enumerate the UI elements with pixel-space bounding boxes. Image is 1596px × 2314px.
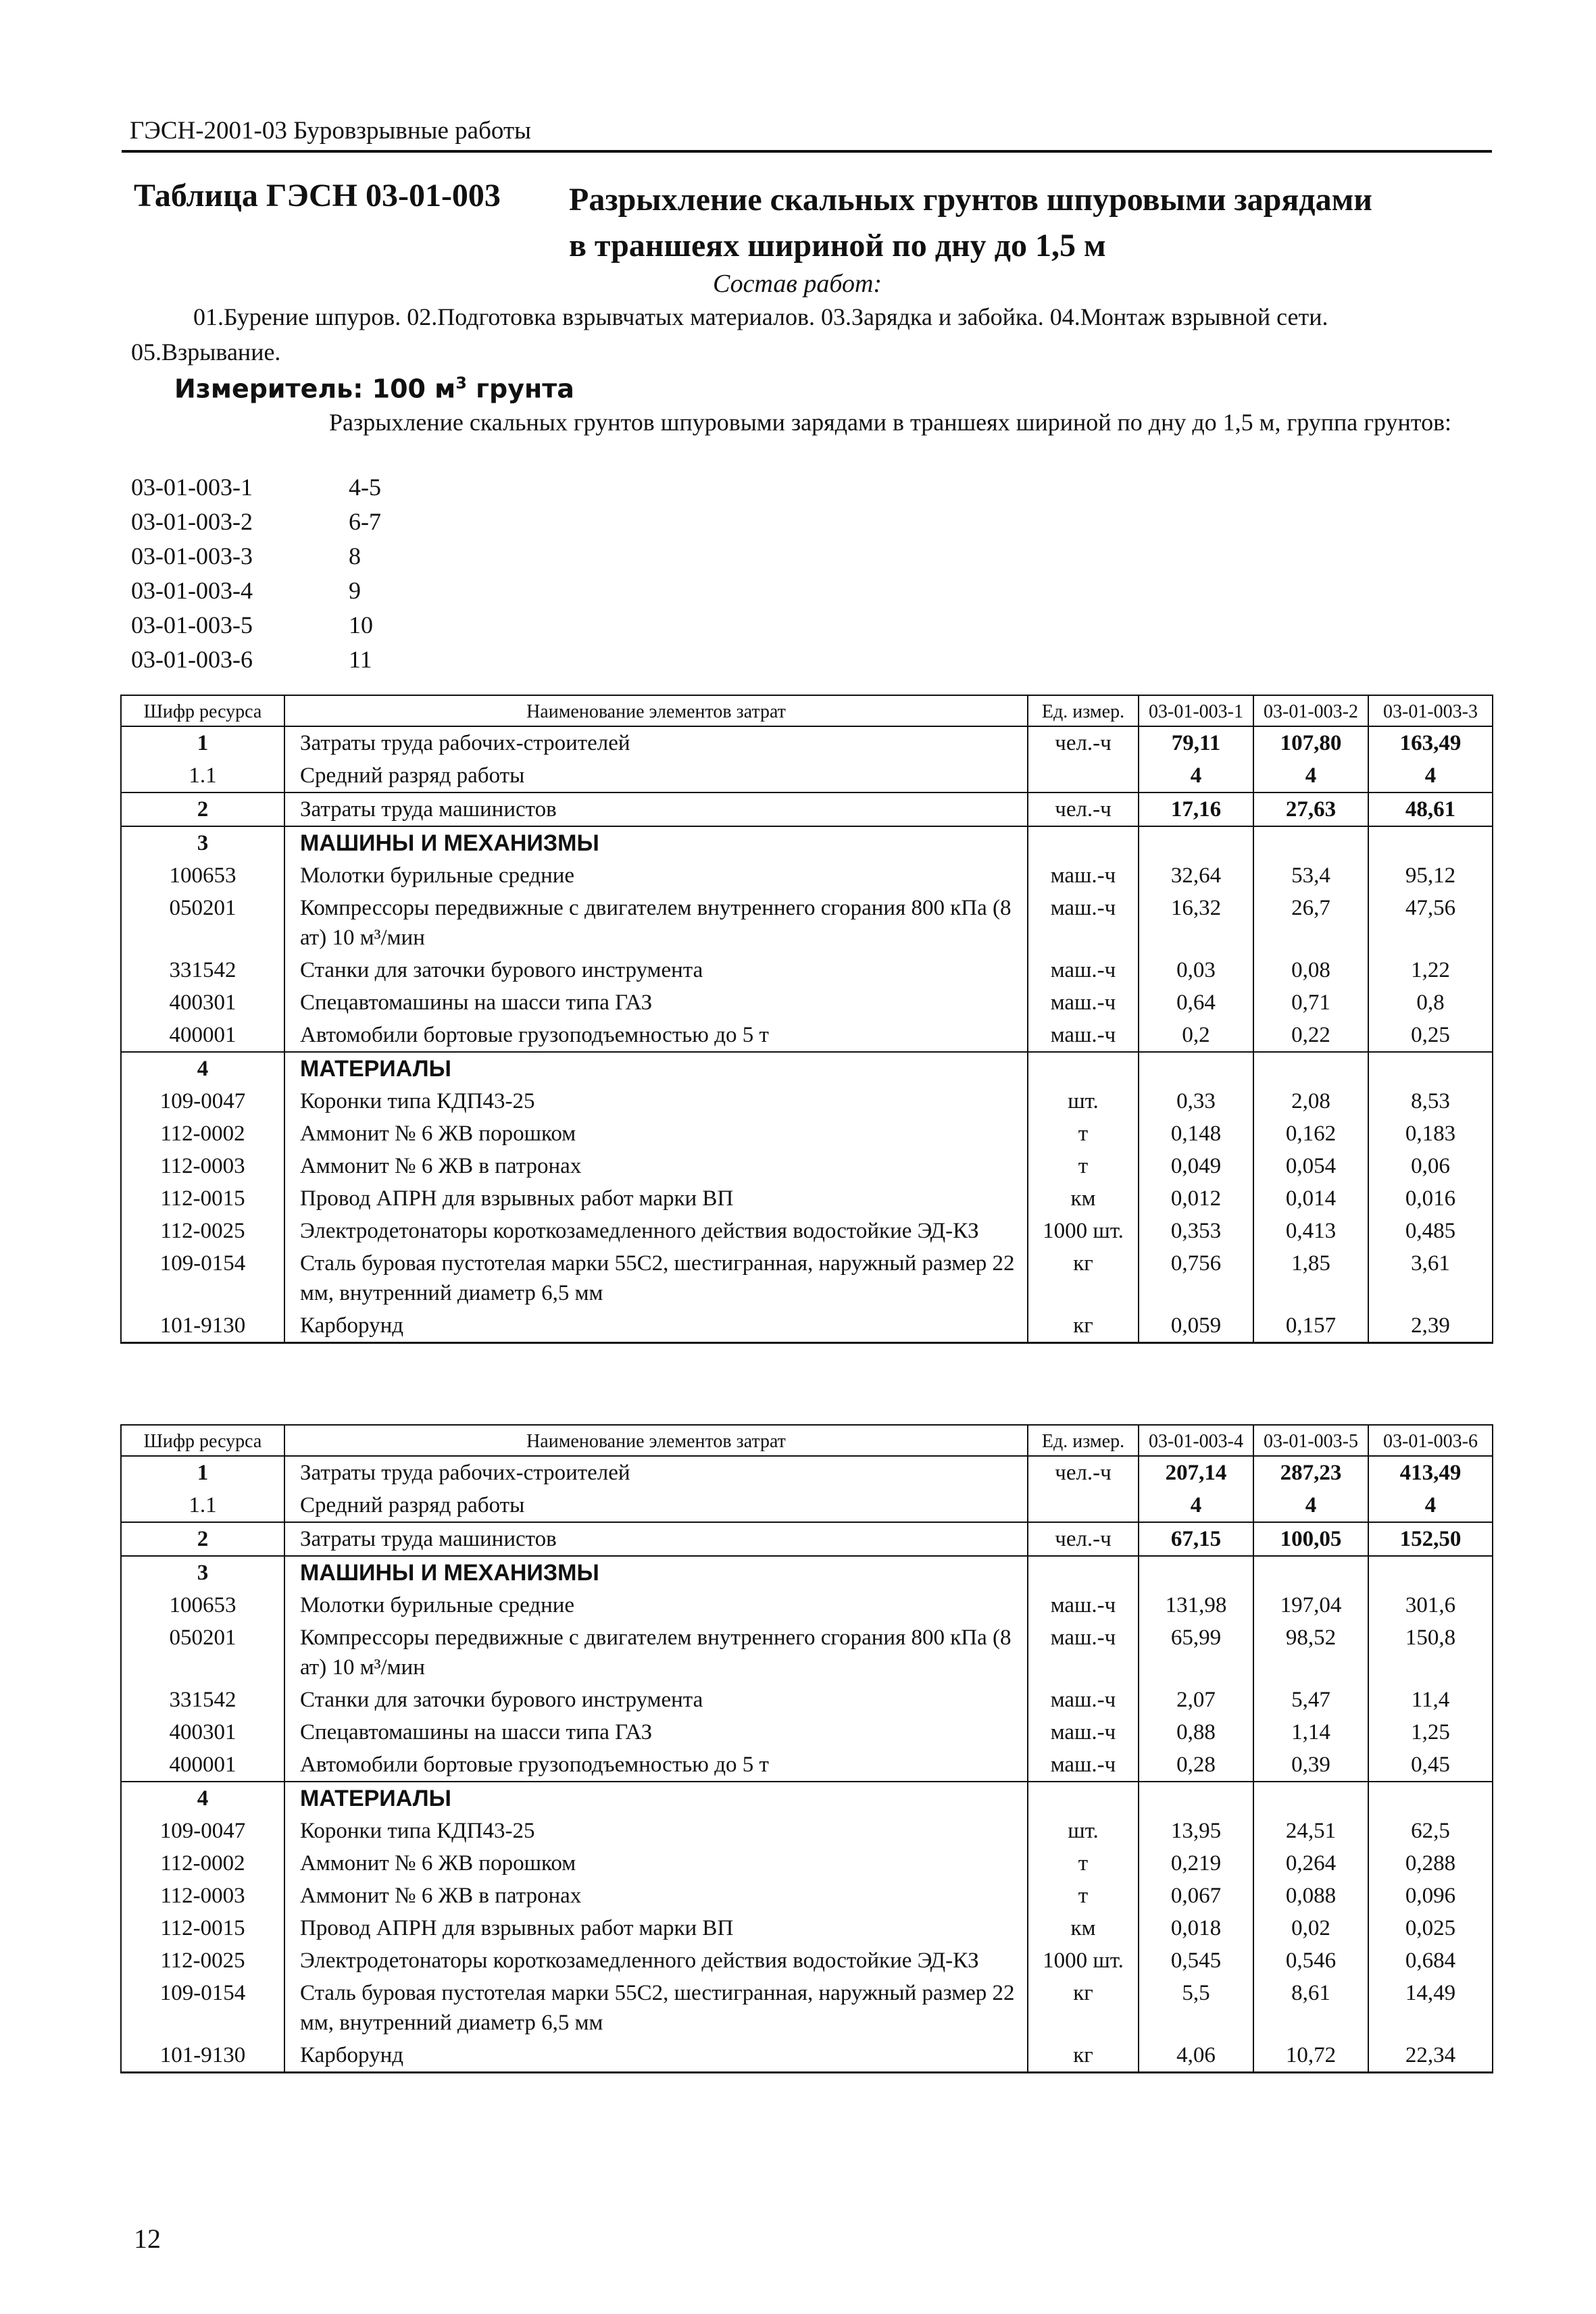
norm-value: 1,22 — [1368, 954, 1493, 986]
table-row — [121, 1556, 1493, 1589]
resource-code: 100653 — [121, 1589, 284, 1621]
resource-table-2 — [120, 1424, 1493, 2073]
unit-of-measure — [1028, 826, 1139, 859]
norm-value: 4 — [1368, 759, 1493, 793]
header-norm-column: 03-01-003-1 — [1139, 695, 1253, 726]
norm-value — [1368, 1052, 1493, 1085]
unit-of-measure — [1028, 1489, 1139, 1522]
table-row — [121, 1309, 1493, 1343]
resource-code: 400301 — [121, 1716, 284, 1749]
cost-element-name: МАШИНЫ И МЕХАНИЗМЫ — [284, 1556, 1028, 1589]
norm-value: 197,04 — [1253, 1589, 1368, 1621]
soil-group: 11 — [349, 646, 372, 673]
unit-of-measure: 1000 шт. — [1028, 1215, 1139, 1247]
cost-element-name: Средний разряд работы — [284, 759, 1028, 793]
soil-group: 4-5 — [349, 474, 381, 501]
norm-code: 03-01-003-5 — [131, 611, 253, 638]
cost-element-name: Аммонит № 6 ЖВ порошком — [284, 1847, 1028, 1880]
norm-value: 301,6 — [1368, 1589, 1493, 1621]
norm-value — [1139, 1052, 1253, 1085]
measurer-suffix: грунта — [466, 374, 574, 404]
norm-value: 0,288 — [1368, 1847, 1493, 1880]
norm-value: 0,059 — [1139, 1309, 1253, 1343]
unit-of-measure: маш.-ч — [1028, 1684, 1139, 1716]
table-row — [121, 759, 1493, 793]
resource-code: 331542 — [121, 1684, 284, 1716]
resource-code: 112-0003 — [121, 1880, 284, 1912]
unit-of-measure: 1000 шт. — [1028, 1944, 1139, 1977]
norm-value: 0,067 — [1139, 1880, 1253, 1912]
unit-of-measure: маш.-ч — [1028, 1019, 1139, 1052]
table-row — [121, 1117, 1493, 1150]
table-row — [121, 1684, 1493, 1716]
norm-value: 4,06 — [1139, 2039, 1253, 2073]
norm-value: 100,05 — [1253, 1522, 1368, 1556]
norm-value: 0,33 — [1139, 1085, 1253, 1117]
resource-code: 1 — [121, 1456, 284, 1489]
norm-value: 0,28 — [1139, 1749, 1253, 1782]
cost-element-name: Станки для заточки бурового инструмента — [284, 954, 1028, 986]
table-row — [121, 826, 1493, 859]
norm-value: 24,51 — [1253, 1815, 1368, 1847]
norm-code: 03-01-003-6 — [131, 646, 253, 673]
norm-value: 0,8 — [1368, 986, 1493, 1019]
norm-value: 47,56 — [1368, 892, 1493, 954]
unit-of-measure: кг — [1028, 1977, 1139, 2039]
code-list-item — [131, 643, 381, 677]
norm-value: 0,2 — [1139, 1019, 1253, 1052]
resource-code: 400301 — [121, 986, 284, 1019]
norm-value — [1253, 1556, 1368, 1589]
norm-value: 4 — [1139, 759, 1253, 793]
resource-code: 1 — [121, 726, 284, 759]
norm-value: 0,71 — [1253, 986, 1368, 1019]
table-row — [121, 1489, 1493, 1522]
norm-value: 5,47 — [1253, 1684, 1368, 1716]
norm-value: 163,49 — [1368, 726, 1493, 759]
norm-value: 8,53 — [1368, 1085, 1493, 1117]
resource-code: 101-9130 — [121, 2039, 284, 2073]
header-resource-code: Шифр ресурса — [121, 695, 284, 726]
norm-value: 4 — [1139, 1489, 1253, 1522]
resource-code: 112-0025 — [121, 1944, 284, 1977]
resource-code: 331542 — [121, 954, 284, 986]
resource-code: 112-0002 — [121, 1117, 284, 1150]
cost-element-name: Коронки типа КДП43-25 — [284, 1815, 1028, 1847]
cost-element-name: Электродетонаторы короткозамедленного действия водостойкие ЭД-КЗ — [284, 1215, 1028, 1247]
cost-element-name: Провод АПРН для взрывных работ марки ВП — [284, 1182, 1028, 1215]
norm-value: 0,06 — [1368, 1150, 1493, 1182]
cost-element-name: Компрессоры передвижные с двигателем внутреннего сгорания 800 кПа (8 ат) 10 м³/мин — [284, 1621, 1028, 1684]
resource-code: 050201 — [121, 1621, 284, 1684]
norm-value: 32,64 — [1139, 859, 1253, 892]
norm-value: 107,80 — [1253, 726, 1368, 759]
cost-element-name: Аммонит № 6 ЖВ в патронах — [284, 1880, 1028, 1912]
norm-value — [1139, 1782, 1253, 1815]
norm-value: 0,03 — [1139, 954, 1253, 986]
norm-value: 11,4 — [1368, 1684, 1493, 1716]
norm-value: 287,23 — [1253, 1456, 1368, 1489]
unit-of-measure: т — [1028, 1880, 1139, 1912]
unit-of-measure: кг — [1028, 1309, 1139, 1343]
norm-value: 98,52 — [1253, 1621, 1368, 1684]
table-row — [121, 1912, 1493, 1944]
header-rule — [122, 150, 1492, 153]
norm-value: 0,096 — [1368, 1880, 1493, 1912]
norm-value: 0,39 — [1253, 1749, 1368, 1782]
norm-value: 0,183 — [1368, 1117, 1493, 1150]
unit-of-measure — [1028, 1556, 1139, 1589]
norm-code: 03-01-003-4 — [131, 577, 253, 604]
resource-code: 109-0047 — [121, 1085, 284, 1117]
header-norm-column: 03-01-003-4 — [1139, 1425, 1253, 1456]
table-row — [121, 1019, 1493, 1052]
resource-code: 101-9130 — [121, 1309, 284, 1343]
code-list-item — [131, 539, 381, 574]
unit-of-measure: чел.-ч — [1028, 726, 1139, 759]
resource-code: 1.1 — [121, 1489, 284, 1522]
norm-value — [1368, 1782, 1493, 1815]
unit-of-measure — [1028, 759, 1139, 793]
norm-value: 95,12 — [1368, 859, 1493, 892]
code-list-item — [131, 574, 381, 608]
norm-value: 8,61 — [1253, 1977, 1368, 2039]
resource-code: 2 — [121, 793, 284, 826]
table-title-line-1: Разрыхление скальных грунтов шпуровыми зарядами — [569, 182, 1372, 218]
work-composition-line-1: 01.Бурение шпуров. 02.Подготовка взрывчатых материалов. 03.Зарядка и забойка. 04.Монтаж взрывной сети. — [193, 303, 1328, 330]
table-header-row — [121, 695, 1493, 726]
table-row — [121, 859, 1493, 892]
norm-value: 79,11 — [1139, 726, 1253, 759]
norm-value: 0,148 — [1139, 1117, 1253, 1150]
table-row — [121, 1621, 1493, 1684]
header-resource-code: Шифр ресурса — [121, 1425, 284, 1456]
cost-element-name: Спецавтомашины на шасси типа ГАЗ — [284, 1716, 1028, 1749]
norm-value: 207,14 — [1139, 1456, 1253, 1489]
norm-value: 152,50 — [1368, 1522, 1493, 1556]
norm-value: 4 — [1253, 1489, 1368, 1522]
norm-value: 0,353 — [1139, 1215, 1253, 1247]
cost-element-name: Затраты труда рабочих-строителей — [284, 1456, 1028, 1489]
cost-element-name: Средний разряд работы — [284, 1489, 1028, 1522]
norm-value: 17,16 — [1139, 793, 1253, 826]
measurer — [174, 374, 574, 404]
unit-of-measure: маш.-ч — [1028, 1749, 1139, 1782]
header-norm-column: 03-01-003-2 — [1253, 695, 1368, 726]
header-norm-column: 03-01-003-5 — [1253, 1425, 1368, 1456]
norm-value: 0,22 — [1253, 1019, 1368, 1052]
norm-value: 0,02 — [1253, 1912, 1368, 1944]
norm-value: 0,012 — [1139, 1182, 1253, 1215]
norm-value: 26,7 — [1253, 892, 1368, 954]
norm-value: 150,8 — [1368, 1621, 1493, 1684]
table-row — [121, 1150, 1493, 1182]
unit-of-measure: маш.-ч — [1028, 1589, 1139, 1621]
unit-of-measure: маш.-ч — [1028, 954, 1139, 986]
unit-of-measure: чел.-ч — [1028, 1456, 1139, 1489]
norm-value: 62,5 — [1368, 1815, 1493, 1847]
unit-of-measure: шт. — [1028, 1815, 1139, 1847]
resource-code: 050201 — [121, 892, 284, 954]
resource-code: 3 — [121, 1556, 284, 1589]
table-row — [121, 954, 1493, 986]
resource-code: 3 — [121, 826, 284, 859]
table-row — [121, 1215, 1493, 1247]
header-unit: Ед. измер. — [1028, 1425, 1139, 1456]
cost-element-name: Сталь буровая пустотелая марки 55С2, шестигранная, наружный размер 22 мм, внутренний диаметр 6,5 мм — [284, 1247, 1028, 1309]
table-row — [121, 1749, 1493, 1782]
norm-value: 0,054 — [1253, 1150, 1368, 1182]
table-row — [121, 726, 1493, 759]
unit-of-measure — [1028, 1052, 1139, 1085]
resource-code: 109-0047 — [121, 1815, 284, 1847]
norm-value: 0,413 — [1253, 1215, 1368, 1247]
cost-element-name: Молотки бурильные средние — [284, 859, 1028, 892]
norm-value: 0,014 — [1253, 1182, 1368, 1215]
norm-value: 0,08 — [1253, 954, 1368, 986]
cost-element-name: Затраты труда машинистов — [284, 1522, 1028, 1556]
running-head: ГЭСН-2001-03 Буровзрывные работы — [130, 117, 531, 145]
norm-value: 1,25 — [1368, 1716, 1493, 1749]
measurer-exponent: 3 — [455, 374, 467, 393]
norm-value: 0,018 — [1139, 1912, 1253, 1944]
cost-element-name: Спецавтомашины на шасси типа ГАЗ — [284, 986, 1028, 1019]
norm-value: 2,08 — [1253, 1085, 1368, 1117]
unit-of-measure: чел.-ч — [1028, 1522, 1139, 1556]
cost-element-name: Аммонит № 6 ЖВ порошком — [284, 1117, 1028, 1150]
table-row — [121, 1522, 1493, 1556]
cost-element-name: МАТЕРИАЛЫ — [284, 1052, 1028, 1085]
table-row — [121, 1782, 1493, 1815]
cost-element-name: Провод АПРН для взрывных работ марки ВП — [284, 1912, 1028, 1944]
code-list-item — [131, 608, 381, 643]
norm-value: 0,049 — [1139, 1150, 1253, 1182]
code-list-item — [131, 505, 381, 539]
norm-value: 10,72 — [1253, 2039, 1368, 2073]
table-row — [121, 1052, 1493, 1085]
table-label: Таблица ГЭСН 03-01-003 — [134, 178, 501, 213]
norm-value: 0,25 — [1368, 1019, 1493, 1052]
cost-element-name: Аммонит № 6 ЖВ в патронах — [284, 1150, 1028, 1182]
table-row — [121, 1182, 1493, 1215]
resource-code: 100653 — [121, 859, 284, 892]
resource-code: 109-0154 — [121, 1977, 284, 2039]
table-row — [121, 1456, 1493, 1489]
norm-value: 0,485 — [1368, 1215, 1493, 1247]
cost-element-name: Карборунд — [284, 2039, 1028, 2073]
work-composition-title: Состав работ: — [713, 270, 882, 298]
norm-value — [1368, 1556, 1493, 1589]
page-number: 12 — [134, 2223, 161, 2254]
norm-value: 0,64 — [1139, 986, 1253, 1019]
resource-code: 1.1 — [121, 759, 284, 793]
table-row — [121, 1944, 1493, 1977]
measurer-prefix: Измеритель: 100 м — [174, 374, 456, 404]
norm-value: 0,157 — [1253, 1309, 1368, 1343]
norm-value: 16,32 — [1139, 892, 1253, 954]
table-row — [121, 1589, 1493, 1621]
table-row — [121, 1880, 1493, 1912]
table-row — [121, 986, 1493, 1019]
code-list — [131, 470, 381, 677]
table-title-line-2: в траншеях шириной по дну до 1,5 м — [569, 228, 1106, 263]
work-composition-line-2: 05.Взрывание. — [131, 338, 281, 366]
norm-value: 1,85 — [1253, 1247, 1368, 1309]
norm-value: 13,95 — [1139, 1815, 1253, 1847]
resource-code: 112-0015 — [121, 1912, 284, 1944]
norm-value: 27,63 — [1253, 793, 1368, 826]
resource-table-1 — [120, 695, 1493, 1344]
norm-value: 0,025 — [1368, 1912, 1493, 1944]
table-row — [121, 2039, 1493, 2073]
norm-value: 0,546 — [1253, 1944, 1368, 1977]
code-list-item — [131, 470, 381, 505]
soil-group: 9 — [349, 577, 361, 604]
soil-group: 6-7 — [349, 508, 381, 535]
norm-value — [1253, 826, 1368, 859]
unit-of-measure: т — [1028, 1117, 1139, 1150]
unit-of-measure: кг — [1028, 1247, 1139, 1309]
cost-element-name: Электродетонаторы короткозамедленного действия водостойкие ЭД-КЗ — [284, 1944, 1028, 1977]
cost-element-name: Станки для заточки бурового инструмента — [284, 1684, 1028, 1716]
cost-element-name: Автомобили бортовые грузоподъемностью до 5 т — [284, 1749, 1028, 1782]
table-row — [121, 1847, 1493, 1880]
table-title — [569, 177, 1372, 269]
description: Разрыхление скальных грунтов шпуровыми зарядами в траншеях шириной по дну до 1,5 м, группа грунтов: — [329, 409, 1452, 436]
unit-of-measure: т — [1028, 1150, 1139, 1182]
unit-of-measure: маш.-ч — [1028, 859, 1139, 892]
header-norm-column: 03-01-003-3 — [1368, 695, 1493, 726]
unit-of-measure: маш.-ч — [1028, 1716, 1139, 1749]
norm-value: 1,14 — [1253, 1716, 1368, 1749]
norm-value: 2,39 — [1368, 1309, 1493, 1343]
norm-value: 131,98 — [1139, 1589, 1253, 1621]
resource-code: 400001 — [121, 1749, 284, 1782]
unit-of-measure: км — [1028, 1182, 1139, 1215]
soil-group: 10 — [349, 611, 373, 638]
cost-element-name: МАШИНЫ И МЕХАНИЗМЫ — [284, 826, 1028, 859]
table-row — [121, 1085, 1493, 1117]
cost-element-name: Компрессоры передвижные с двигателем внутреннего сгорания 800 кПа (8 ат) 10 м³/мин — [284, 892, 1028, 954]
cost-element-name: Сталь буровая пустотелая марки 55С2, шестигранная, наружный размер 22 мм, внутренний диаметр 6,5 мм — [284, 1977, 1028, 2039]
header-norm-column: 03-01-003-6 — [1368, 1425, 1493, 1456]
norm-value: 67,15 — [1139, 1522, 1253, 1556]
resource-code: 4 — [121, 1052, 284, 1085]
norm-value — [1368, 826, 1493, 859]
norm-value: 0,756 — [1139, 1247, 1253, 1309]
resource-code: 4 — [121, 1782, 284, 1815]
table-header-row — [121, 1425, 1493, 1456]
norm-value: 5,5 — [1139, 1977, 1253, 2039]
unit-of-measure: маш.-ч — [1028, 986, 1139, 1019]
norm-value — [1253, 1782, 1368, 1815]
cost-element-name: Автомобили бортовые грузоподъемностью до 5 т — [284, 1019, 1028, 1052]
norm-value: 0,88 — [1139, 1716, 1253, 1749]
norm-value: 0,45 — [1368, 1749, 1493, 1782]
norm-value — [1139, 1556, 1253, 1589]
norm-code: 03-01-003-1 — [131, 474, 253, 501]
soil-group: 8 — [349, 543, 361, 570]
unit-of-measure: чел.-ч — [1028, 793, 1139, 826]
norm-value: 0,684 — [1368, 1944, 1493, 1977]
norm-value: 0,264 — [1253, 1847, 1368, 1880]
norm-value: 0,016 — [1368, 1182, 1493, 1215]
unit-of-measure: км — [1028, 1912, 1139, 1944]
cost-element-name: Молотки бурильные средние — [284, 1589, 1028, 1621]
table-row — [121, 1977, 1493, 2039]
cost-element-name: МАТЕРИАЛЫ — [284, 1782, 1028, 1815]
norm-code: 03-01-003-3 — [131, 543, 253, 570]
norm-value: 0,219 — [1139, 1847, 1253, 1880]
unit-of-measure: т — [1028, 1847, 1139, 1880]
unit-of-measure: маш.-ч — [1028, 1621, 1139, 1684]
norm-code: 03-01-003-2 — [131, 508, 253, 535]
resource-code: 109-0154 — [121, 1247, 284, 1309]
unit-of-measure: шт. — [1028, 1085, 1139, 1117]
header-cost-element: Наименование элементов затрат — [284, 695, 1028, 726]
table-row — [121, 1716, 1493, 1749]
unit-of-measure: маш.-ч — [1028, 892, 1139, 954]
resource-code: 112-0015 — [121, 1182, 284, 1215]
norm-value: 22,34 — [1368, 2039, 1493, 2073]
header-unit: Ед. измер. — [1028, 695, 1139, 726]
resource-code: 112-0003 — [121, 1150, 284, 1182]
norm-value: 53,4 — [1253, 859, 1368, 892]
cost-element-name: Карборунд — [284, 1309, 1028, 1343]
norm-value: 65,99 — [1139, 1621, 1253, 1684]
norm-value: 48,61 — [1368, 793, 1493, 826]
cost-element-name: Коронки типа КДП43-25 — [284, 1085, 1028, 1117]
norm-value: 0,545 — [1139, 1944, 1253, 1977]
norm-value: 0,162 — [1253, 1117, 1368, 1150]
cost-element-name: Затраты труда рабочих-строителей — [284, 726, 1028, 759]
table-row — [121, 793, 1493, 826]
norm-value: 14,49 — [1368, 1977, 1493, 2039]
unit-of-measure: кг — [1028, 2039, 1139, 2073]
norm-value: 413,49 — [1368, 1456, 1493, 1489]
norm-value: 0,088 — [1253, 1880, 1368, 1912]
norm-value: 4 — [1253, 759, 1368, 793]
resource-code: 112-0025 — [121, 1215, 284, 1247]
table-row — [121, 892, 1493, 954]
norm-value: 4 — [1368, 1489, 1493, 1522]
resource-code: 2 — [121, 1522, 284, 1556]
norm-value — [1253, 1052, 1368, 1085]
norm-value — [1139, 826, 1253, 859]
resource-code: 112-0002 — [121, 1847, 284, 1880]
cost-element-name: Затраты труда машинистов — [284, 793, 1028, 826]
table-row — [121, 1247, 1493, 1309]
norm-value: 3,61 — [1368, 1247, 1493, 1309]
header-cost-element: Наименование элементов затрат — [284, 1425, 1028, 1456]
resource-code: 400001 — [121, 1019, 284, 1052]
table-row — [121, 1815, 1493, 1847]
unit-of-measure — [1028, 1782, 1139, 1815]
norm-value: 2,07 — [1139, 1684, 1253, 1716]
